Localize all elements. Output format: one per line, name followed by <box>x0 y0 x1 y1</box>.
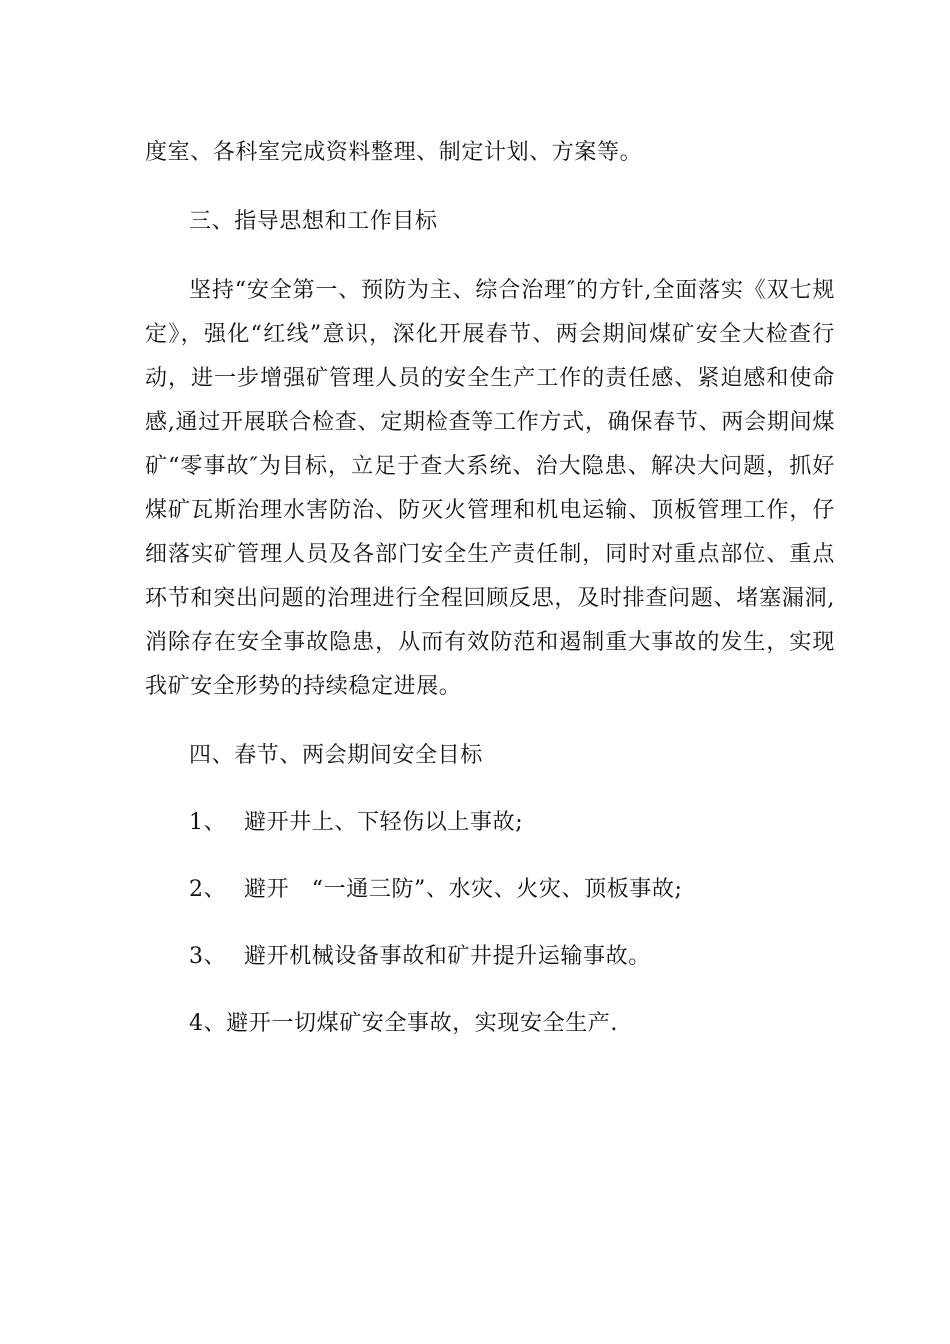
section-4-heading: 四、春节、两会期间安全目标 <box>189 743 483 768</box>
goal-item-2 <box>145 868 835 912</box>
goal-number: 3、 <box>189 944 227 969</box>
carryover-paragraph: 度室、各科室完成资料整理、制定计划、方案等。 <box>145 140 643 165</box>
section-3-heading: 三、指导思想和工作目标 <box>189 209 438 234</box>
goal-item-4: 4、避开一切煤矿安全事故，实现安全生产. <box>189 1011 618 1036</box>
goal-number: 2、 <box>189 877 227 902</box>
goal-text: 避开机械设备事故和矿井提升运输事故。 <box>244 944 651 969</box>
document-body <box>145 131 835 1046</box>
goal-item-1 <box>145 801 835 845</box>
goal-text: 避开 “一通三防”、水灾、火灾、顶板事故; <box>244 877 683 902</box>
goal-text: 避开井上、下轻伤以上事故; <box>244 810 524 835</box>
goal-item-3 <box>145 935 835 979</box>
section-3-paragraph: 坚持“安全第一、预防为主、综合治理″的方针,全面落实《双七规定》，强化“红线”意识，深化开展春节、两会期间煤矿安全大检查行动，进一步增强矿管理人员的安全生产工作的责任感、紧迫感和使命感,通过开展联合检查、定期检查等工作方式，确保春节、两会期间煤矿“零事故″为目标，立足于查大系统、治大隐患、解决大问题，抓好煤矿瓦斯治理水害防治、防灭火管理和机电运输、顶板管理工作，仔细落实矿管理人员及各部门安全生产责任制，同时对重点部位、重点环节和突出问题的治理进行全程回顾反思，及时排查问题、堵塞漏洞,消除存在安全事故隐患，从而有效防范和遏制重大事故的发生，实现我矿安全形势的持续稳定进展。 <box>145 278 835 699</box>
goal-number: 1、 <box>189 810 227 835</box>
